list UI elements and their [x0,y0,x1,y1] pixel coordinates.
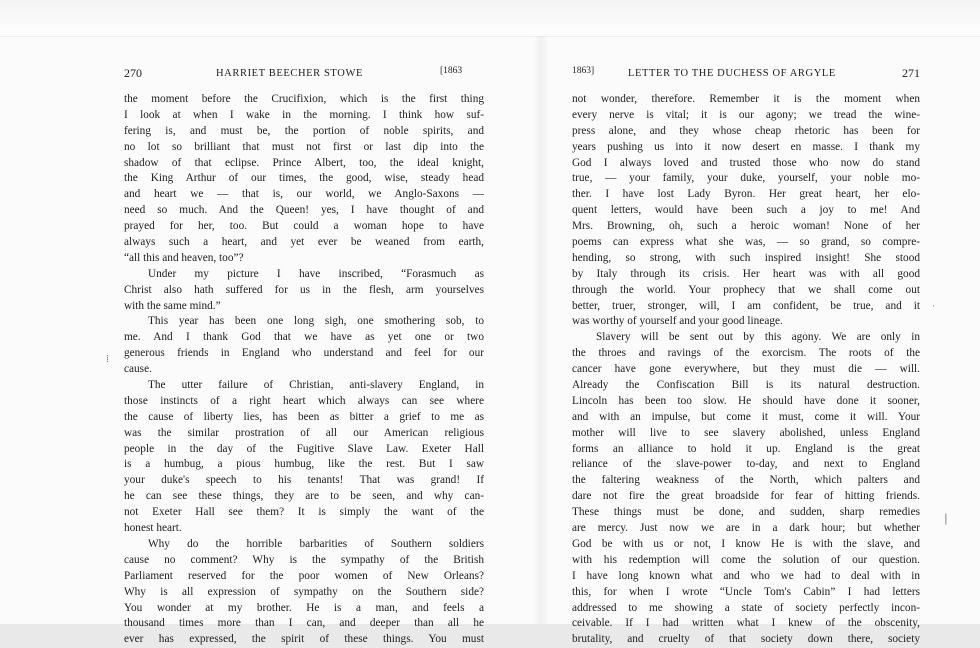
text-line: Mrs. Browning, oh, such a heroic woman! None of her [572,220,920,233]
text-line: honest heart. [124,522,182,535]
right-page-number: 271 [902,66,920,80]
text-line: “all this and heaven, too”? [124,251,244,264]
text-line: hending, so strong, with such inspired insight! She stood [572,251,920,264]
left-page-number: 270 [124,66,142,80]
text-line: true, — your family, your duke, yourself, your noble mo- [572,172,920,185]
text-line: the cause of liberty lies, has been as bitter a grief to me as [124,410,484,423]
text-line: ever has expressed, the spirit of these things. You must [124,633,484,646]
text-line: with his redemption will come the solution of our question. [572,553,920,566]
margin-mark: | [944,512,948,525]
text-line: by Italy through its crisis. Her heart was with all good [572,267,920,280]
text-line: This year has been one long sigh, one smothering sob, to [148,315,484,328]
text-line: fering is, and must be, the portion of noble spirits, and [124,124,484,137]
text-line: Under my picture I have inscribed, “Forasmuch as [148,267,484,280]
text-line: ceivable. If I had written what I knew of the obscenity, [572,617,920,630]
text-line: Christ also hath suffered for us in the flesh, arm yourselves [124,283,484,296]
left-running-title: HARRIET BEECHER STOWE [216,68,363,79]
text-line: no lot so brilliant that must not first or last dip into the [124,140,484,153]
left-running-head [124,64,484,80]
left-year: [1863 [440,66,463,76]
text-line: and with an impulse, but come it must, come it will. Your [572,410,920,423]
text-line: Why is all expression of sympathy on the Southern side? [124,585,484,598]
text-line: through the world. Your prophecy that we shall come out [572,283,920,296]
text-line: every nerve is vital; it is our agony; we tread the wine- [572,108,920,121]
text-line: cause. [124,363,152,376]
margin-mark: · [932,302,935,312]
right-page-text [572,92,920,648]
text-line: Slavery will be sent out by this agony. We are only in [596,331,920,344]
text-line: people in the day of the Fugitive Slave Law. Exeter Hall [124,442,484,455]
book-gutter [534,36,548,624]
text-line: poems can express what she was, — so grand, so compre- [572,236,920,249]
right-year: 1863] [572,66,595,76]
text-line: reliance of the slave-power to-day, and next to England [572,458,920,471]
text-line: the moment before the Crucifixion, which is the first thing [124,93,484,105]
text-line: brutality, and cruelty of that society down there, society [572,633,920,646]
text-line: better, truer, stronger, will, I am confident, be true, and it [572,299,920,312]
text-line: the throes and ravings of the exorcism. The roots of the [572,347,920,360]
text-line: forms an alliance to hold it up. England is the great [572,442,920,455]
text-line: the King Arthur of our times, the good, wise, steady head [124,172,484,185]
text-line: was the similar prostration of all our American religious [124,426,484,439]
right-page [572,64,920,648]
text-line: press alone, and they whose cheap rhetoric has been for [572,124,920,137]
right-running-title: LETTER TO THE DUCHESS OF ARGYLE [628,68,836,79]
text-line: I look at when I wake in the morning. I think how suf- [124,108,484,121]
text-line: I have long known what and who we had to deal with in [572,569,920,582]
text-line: those instincts of a right heart which always can see where [124,394,484,407]
text-line: he can see these things, they are to be seen, and why can- [124,490,484,503]
text-line: are mercy. Just now we are in a dark hour; but whether [572,522,920,535]
text-line: thousand times more than I can, and deeper than all he [124,617,484,630]
text-line: and heart we — that is, our world, we Anglo-Saxons — [124,188,484,201]
text-line: cause no comment? Why is the sympathy of the British [124,553,484,566]
text-line: always such a heart, and yet ever be weaned from earth, [124,236,484,249]
text-line: God I always loved and trusted those who now do stand [572,156,920,169]
text-line: the faltering weakness of the North, which palters and [572,474,920,487]
text-line: ther. I have lost Lady Byron. Her great heart, her elo- [572,188,920,201]
text-line: with the same mind.” [124,299,221,312]
text-line: years pushing us into it now desert en masse. I thank my [572,140,920,153]
scan-top-margin [0,0,980,37]
left-page-text [124,92,484,648]
text-line: me. And I thank God that we have as yet one or two [124,331,484,344]
text-line: generous friends in England who understand and feel for our [124,347,484,360]
text-line: God be with us or not, I know He is with the slave, and [572,537,920,550]
text-line: not Exeter Hall see them? It is simply the want of the [124,506,484,519]
text-line: is a humbug, a pious humbug, like the rest. But I saw [124,458,484,471]
text-line: was worthy of yourself and your good lineage. [572,315,783,328]
text-line: quent letters, would have been such a joy to me! And [572,204,920,217]
text-line: dare not fire the great broadside for fear of hitting friends. [572,490,920,503]
text-line: These things must be done, and sudden, sharp remedies [572,506,920,519]
text-line: prayed for her, too. But could a woman hope to have [124,220,484,233]
left-page [124,64,484,648]
text-line: Parliament reserved for the poor women of New Orleans? [124,569,484,582]
text-line: The utter failure of Christian, anti-slavery England, in [148,379,484,392]
text-line: cancer have gone everywhere, but they must die — will. [572,363,920,376]
text-line: shadow of that eclipse. Prince Albert, too, the ideal knight, [124,156,484,169]
text-line: your duke's speech to his tenants! That was grand! If [124,474,484,487]
text-line: need so much. And the Queen! yes, I have thought of and [124,204,484,217]
margin-mark: ⁞ [106,352,110,365]
text-line: not wonder, therefore. Remember it is the moment when [572,93,920,105]
text-line: Why do the horrible barbarities of Southern soldiers [148,537,484,550]
text-line: Already the Confiscation Bill is its natural destruction. [572,379,920,392]
text-line: this, for when I wrote “Uncle Tom's Cabin” I had letters [572,585,920,598]
text-line: You wonder at my brother. He is a man, and feels a [124,601,484,614]
text-line: mother will live to see slavery abolished, unless England [572,426,920,439]
right-running-head [572,64,920,80]
text-line: Lincoln has been too slow. He should have done it sooner, [572,394,920,407]
text-line: addressed to me showing a state of society perfectly incon- [572,601,920,614]
